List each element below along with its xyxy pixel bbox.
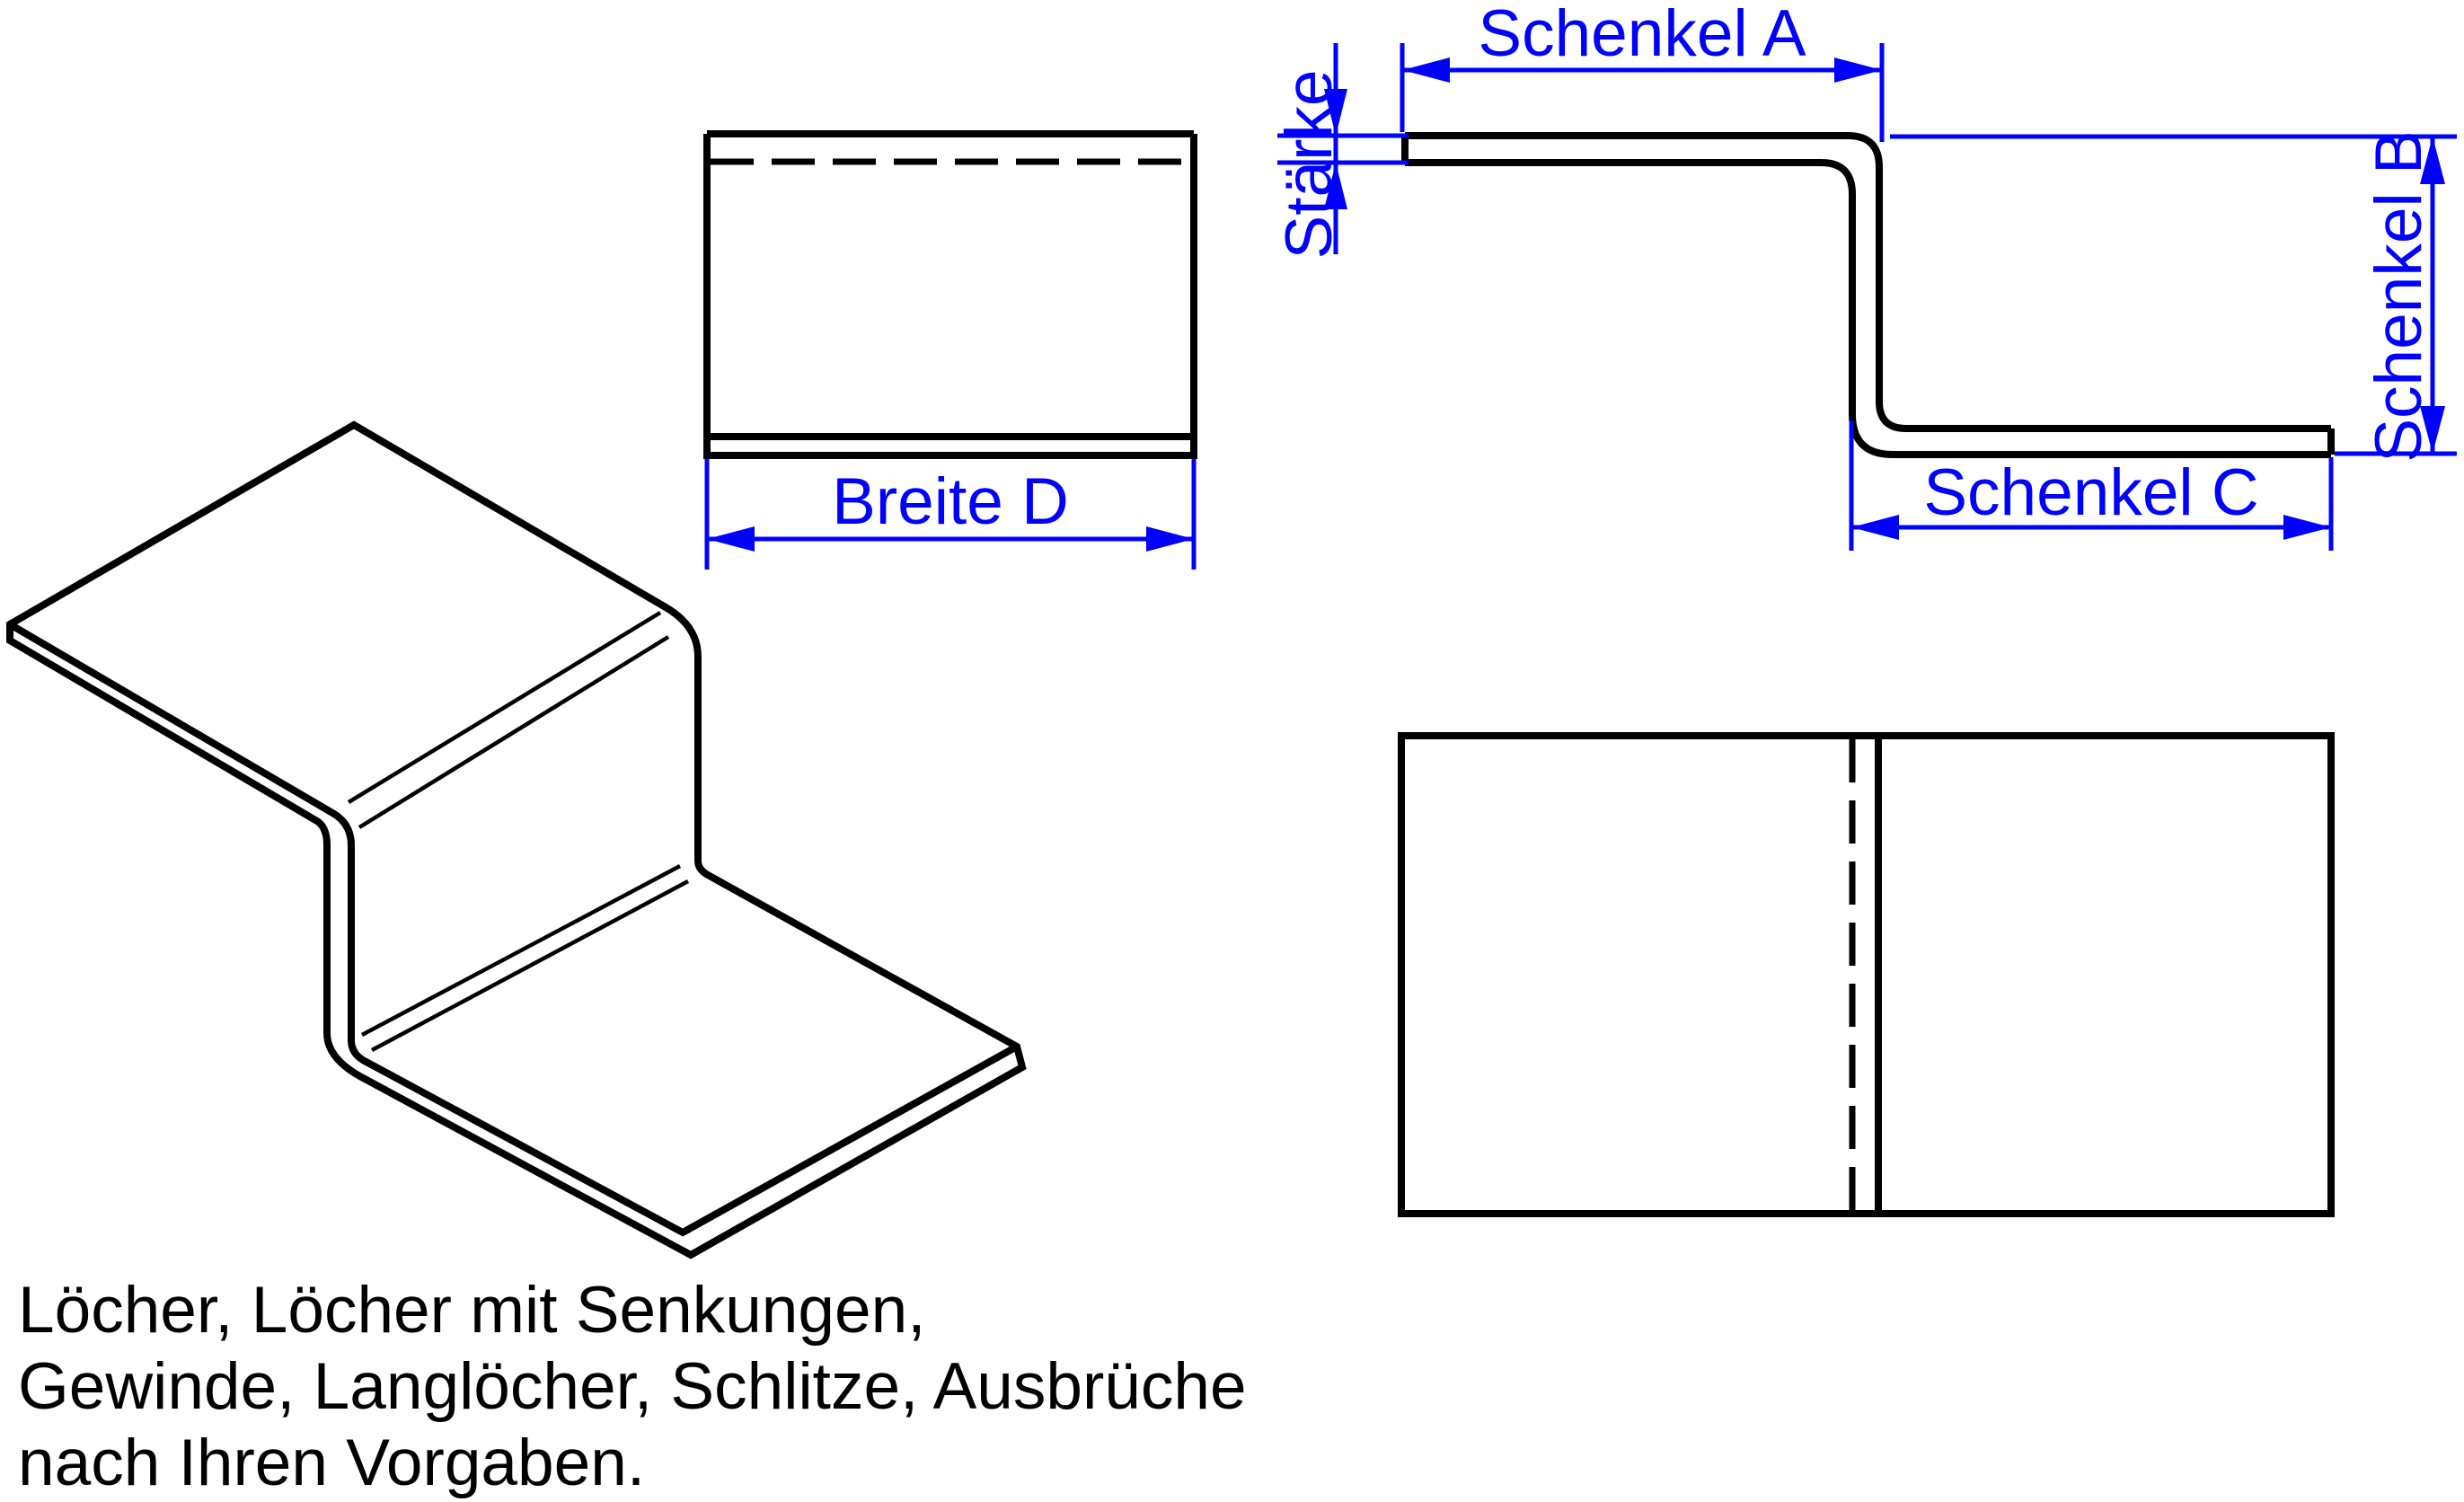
caption-line-1: Löcher, Löcher mit Senkungen, xyxy=(18,1274,926,1347)
breite-d-arrow-right-icon xyxy=(1146,526,1194,552)
dimension-staerke xyxy=(1273,43,1409,259)
caption-line-3: nach Ihren Vorgaben. xyxy=(18,1427,646,1499)
caption xyxy=(18,1274,1247,1499)
profile-inner-surface xyxy=(1405,163,2331,455)
schenkel-b-label: Schenkel B xyxy=(2362,130,2435,463)
schenkel-a-arrow-right-icon xyxy=(1834,57,1882,83)
front-view xyxy=(703,134,1197,455)
schenkel-c-arrow-right-icon xyxy=(2283,515,2331,540)
isometric-view xyxy=(10,425,1022,1255)
dimension-schenkel-c xyxy=(1851,420,2331,551)
schenkel-c-label: Schenkel C xyxy=(1923,456,2259,529)
schenkel-a-arrow-left-icon xyxy=(1402,57,1450,83)
profile-outer-surface xyxy=(1405,136,2331,429)
dimension-breite-d xyxy=(707,459,1194,570)
dimension-schenkel-a xyxy=(1402,0,1882,142)
schenkel-c-arrow-left-icon xyxy=(1851,515,1899,540)
bottom-view-outline xyxy=(1401,736,2331,1214)
bottom-view xyxy=(1401,736,2331,1214)
schenkel-a-label: Schenkel A xyxy=(1478,0,1806,70)
dimension-schenkel-b xyxy=(1890,130,2457,462)
breite-d-label: Breite D xyxy=(832,465,1069,538)
profile-view xyxy=(1405,136,2331,455)
caption-line-2: Gewinde, Langlöcher, Schlitze, Ausbrüche xyxy=(18,1350,1247,1423)
staerke-label: Stärke xyxy=(1273,69,1346,260)
breite-d-arrow-left-icon xyxy=(707,526,755,552)
